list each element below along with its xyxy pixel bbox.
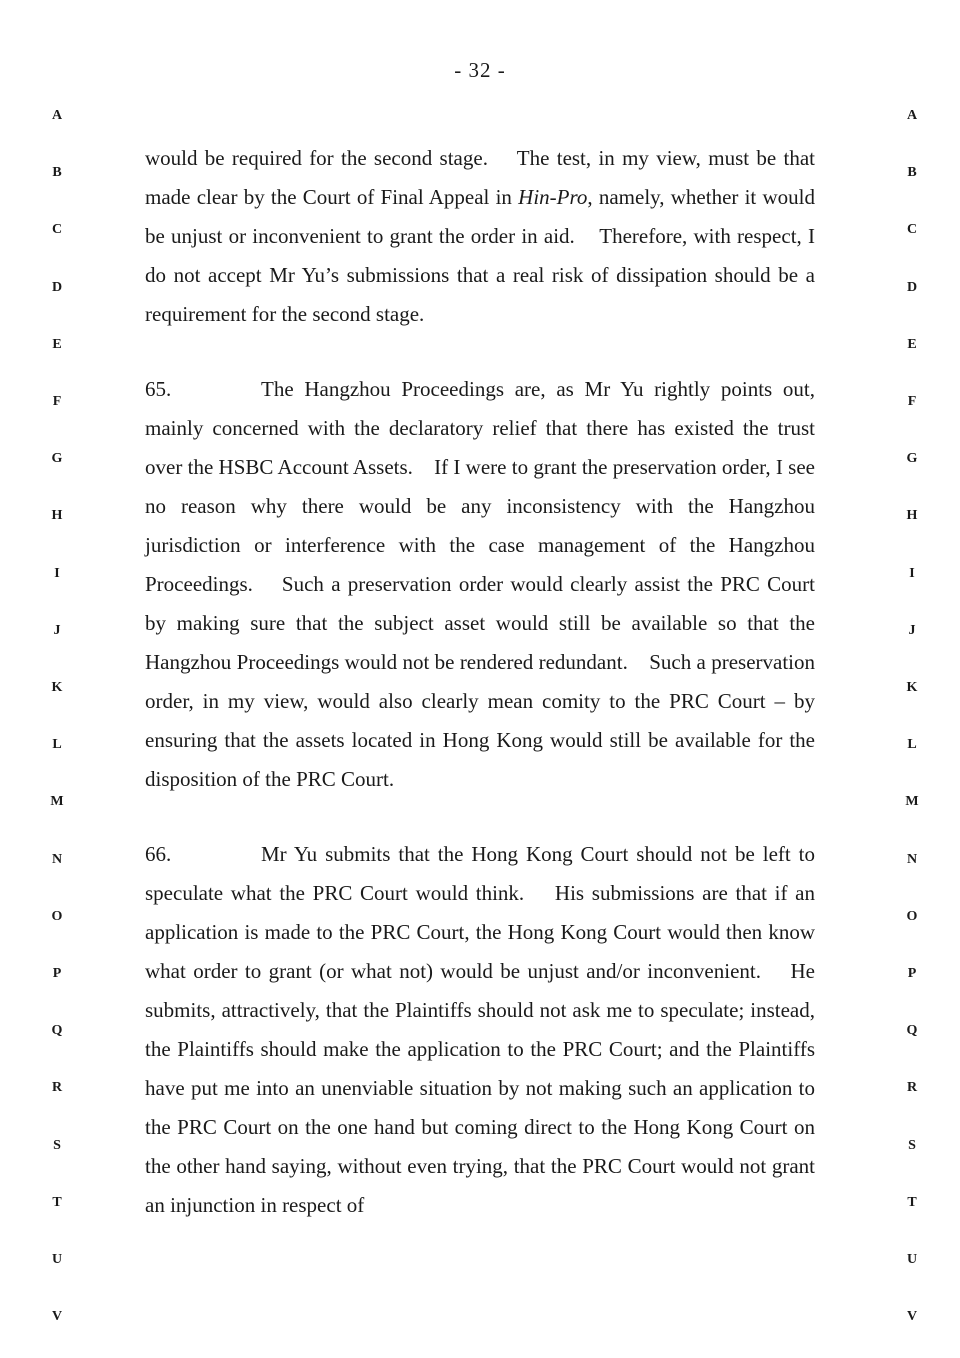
margin-letter-g: G bbox=[906, 451, 918, 467]
paragraph-66 bbox=[145, 835, 821, 1225]
page-number: - 32 - bbox=[454, 58, 506, 82]
margin-letter-s: S bbox=[908, 1137, 916, 1153]
margin-letter-m: M bbox=[50, 794, 64, 810]
margin-letter-k: K bbox=[51, 680, 63, 695]
margin-letter-g: G bbox=[51, 451, 63, 467]
margin-letter-a: A bbox=[906, 108, 918, 123]
margin-letter-d: D bbox=[51, 279, 63, 295]
left-margin-letters bbox=[42, 0, 72, 1358]
right-margin-letters bbox=[897, 0, 927, 1358]
margin-letter-e: E bbox=[907, 336, 917, 352]
margin-letter-q: Q bbox=[51, 1023, 63, 1039]
margin-letter-j: J bbox=[908, 622, 916, 638]
paragraph-continuation bbox=[145, 139, 821, 334]
judgment-body bbox=[145, 139, 821, 1225]
margin-letter-r: R bbox=[51, 1080, 63, 1096]
paragraph-text: , namely, whether it would be unjust or inconvenient to grant the order in aid. Therefore, with respect, I do not accept Mr Yu’s submissions that a real risk of dissipation should be a requirement for the second stage. bbox=[145, 185, 821, 326]
margin-letter-b: B bbox=[907, 165, 917, 181]
margin-letter-k: K bbox=[906, 680, 918, 695]
case-name: Hin-Pro bbox=[518, 185, 588, 209]
paragraph-65 bbox=[145, 370, 821, 799]
margin-letter-a: A bbox=[51, 108, 63, 123]
paragraph-text: The Hangzhou Proceedings are, as Mr Yu rightly points out, mainly concerned with the declaratory relief that there has existed the trust over the HSBC Account Assets. If I were to grant the preservation order, I see no reason why there would be any inconsistency with the Hangzhou jurisdiction or interference with the case management of the Hangzhou Proceedings. Such a preservation order would clearly assist the PRC Court by making sure that the subject asset would still be available so that the Hangzhou Proceedings would not be rendered redundant. Such a preservation order, in my view, would also clearly mean comity to the PRC Court – by ensuring that the assets located in Hong Kong would still be available for the disposition of the PRC Court. bbox=[145, 377, 821, 791]
margin-letter-t: T bbox=[52, 1194, 62, 1210]
margin-letter-i: I bbox=[909, 565, 915, 581]
margin-letter-c: C bbox=[906, 222, 918, 238]
margin-letter-c: C bbox=[51, 222, 63, 238]
paragraph-number: 66. bbox=[145, 842, 172, 866]
margin-letter-d: D bbox=[906, 279, 918, 295]
margin-letter-n: N bbox=[906, 851, 918, 867]
margin-letter-o: O bbox=[906, 908, 918, 924]
margin-letter-h: H bbox=[906, 508, 918, 524]
margin-letter-s: S bbox=[53, 1137, 61, 1153]
margin-letter-e: E bbox=[52, 336, 62, 352]
paragraph-number: 65. bbox=[145, 377, 172, 401]
margin-letter-u: U bbox=[906, 1252, 918, 1267]
margin-letter-l: L bbox=[907, 737, 917, 753]
margin-letter-q: Q bbox=[906, 1023, 918, 1039]
margin-letter-l: L bbox=[52, 737, 62, 753]
margin-letter-v: V bbox=[906, 1309, 918, 1325]
margin-letter-u: U bbox=[51, 1252, 63, 1267]
margin-letter-n: N bbox=[51, 851, 63, 867]
margin-letter-t: T bbox=[907, 1194, 917, 1210]
paragraph-text: would be required for the second stage. The test, in my view, must be that made clear by the Court of Final Appeal in bbox=[145, 146, 821, 209]
paragraph-text: Mr Yu submits that the Hong Kong Court should not be left to speculate what the PRC Court would think. His submissions are that if an application is made to the PRC Court, the Hong Kong Court would then know what order to grant (or what not) would be unjust and/or inconvenient. He submits, attractively, that the Plaintiffs should not ask me to speculate; instead, the Plaintiffs should make the application to the PRC Court; and the Plaintiffs have put me into an unenviable situation by not making such an application to the PRC Court on the one hand but coming direct to the Hong Kong Court on the other hand saying, without even trying, that the PRC Court would not grant an injunction in respect of bbox=[145, 842, 821, 1217]
margin-letter-p: P bbox=[907, 966, 917, 981]
margin-letter-f: F bbox=[52, 394, 62, 409]
margin-letter-i: I bbox=[54, 565, 60, 581]
margin-letter-h: H bbox=[51, 508, 63, 524]
margin-letter-p: P bbox=[52, 966, 62, 981]
margin-letter-v: V bbox=[51, 1309, 63, 1325]
margin-letter-f: F bbox=[907, 394, 917, 409]
margin-letter-j: J bbox=[53, 622, 61, 638]
margin-letter-o: O bbox=[51, 908, 63, 924]
margin-letter-m: M bbox=[905, 794, 919, 810]
margin-letter-b: B bbox=[52, 165, 62, 181]
margin-letter-r: R bbox=[906, 1080, 918, 1096]
